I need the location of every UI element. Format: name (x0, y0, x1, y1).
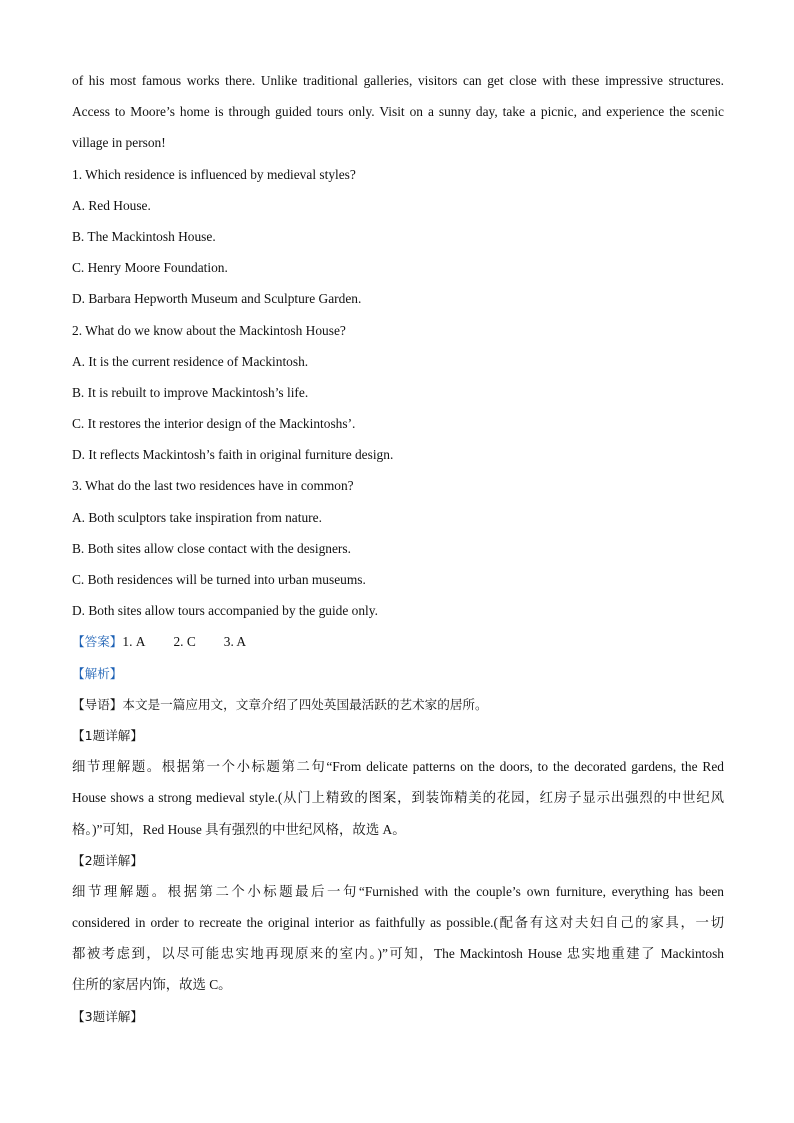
passage-line: of his most famous works there. Unlike traditional galleries, visitors can get close with these impressive structures. (72, 73, 724, 88)
passage-line: Access to Moore’s home is through guided tours only. Visit on a sunny day, take a picnic, and experience the scenic (72, 104, 724, 120)
q1-detail-heading: 【1题详解】 (72, 727, 143, 743)
document-page (72, 65, 724, 1032)
question-2-option-b: B. It is rebuilt to improve Mackintosh’s life. (72, 384, 309, 400)
question-3-option-c: C. Both residences will be turned into urban museums. (72, 572, 366, 587)
intro-text: 本文是一篇应用文，文章介绍了四处英国最活跃的艺术家的居所。 (122, 696, 488, 712)
analysis-tag: 【解析】 (72, 665, 123, 681)
q1-detail-line: 细节理解题。根据第一个小标题第二句“From delicate patterns on the doors, to the decorated gardens, the Red (72, 759, 724, 775)
q2-detail-heading: 【2题详解】 (72, 852, 143, 868)
question-1-option-d: D. Barbara Hepworth Museum and Sculpture Garden. (72, 291, 362, 307)
intro-tag: 【导语】 (72, 696, 123, 712)
question-3-option-b: B. Both sites allow close contact with the designers. (72, 540, 351, 556)
question-1-option-b: B. The Mackintosh House. (72, 228, 216, 244)
question-2-option-c: C. It restores the interior design of the Mackintoshs’. (72, 416, 356, 432)
question-2-stem: 2. What do we know about the Mackintosh House? (72, 322, 346, 338)
q1-detail-line: 格。)”可知，Red House 具有强烈的中世纪风格，故选 A。 (72, 821, 406, 837)
answer-tag: 【答案】 (72, 634, 123, 650)
q2-detail-line: 都被考虑到，以尽可能忠实地再现原来的室内。)”可知，The Mackintosh House 忠实地重建了 Mackintosh (72, 946, 724, 962)
intro-line (72, 689, 724, 720)
q1-detail-line: House shows a strong medieval style.(从门上精致的图案，到装饰精美的花园，红房子显示出强烈的中世纪风 (72, 790, 724, 806)
answer-line (72, 626, 724, 657)
question-1-option-c: C. Henry Moore Foundation. (72, 260, 228, 276)
question-3-stem: 3. What do the last two residences have in common? (72, 478, 354, 494)
q2-detail-line: 细节理解题。根据第二个小标题最后一句“Furnished with the couple’s own furniture, everything has been (72, 883, 724, 899)
passage-line: village in person! (72, 135, 166, 151)
question-3-option-a: A. Both sculptors take inspiration from nature. (72, 509, 322, 525)
answer-item: 1. A (122, 634, 146, 650)
question-3-option-d: D. Both sites allow tours accompanied by the guide only. (72, 603, 378, 619)
question-2-option-a: A. It is the current residence of Mackintosh. (72, 353, 309, 369)
question-1-stem: 1. Which residence is influenced by medieval styles? (72, 166, 356, 182)
analysis-heading (72, 658, 724, 689)
question-2-option-d: D. It reflects Mackintosh’s faith in original furniture design. (72, 447, 394, 463)
answer-item: 3. A (223, 634, 247, 650)
answer-item: 2. C (173, 634, 196, 650)
q2-detail-line: 住所的家居内饰，故选 C。 (72, 977, 232, 993)
q3-detail-heading: 【3题详解】 (72, 1008, 143, 1024)
q2-detail-line: considered in order to recreate the original interior as faithfully as possible.(配备有这对夫妇自己的家具，一切 (72, 915, 724, 931)
question-1-option-a: A. Red House. (72, 197, 151, 213)
